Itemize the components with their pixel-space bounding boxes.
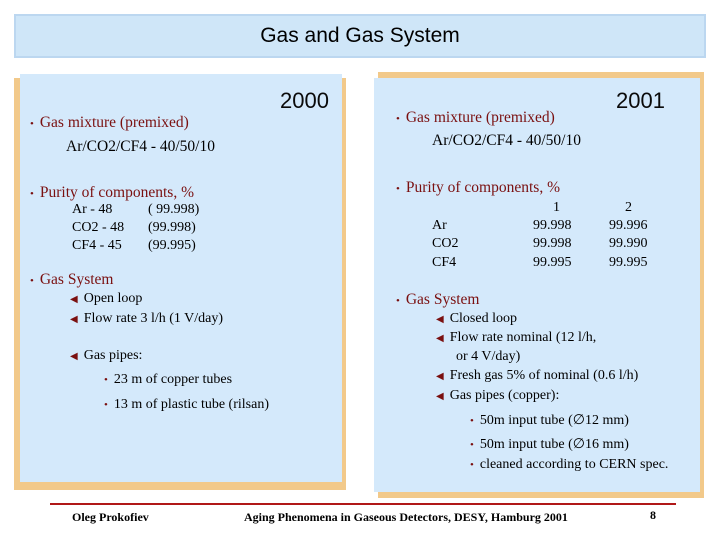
right-mixture-label: • Gas mixture (premixed) xyxy=(396,109,555,126)
left-pipe-item-1: • 13 m of plastic tube (rilsan) xyxy=(104,397,269,412)
left-system-item-1: ◀ Flow rate 3 l/h (1 V/day) xyxy=(70,311,224,326)
left-purity-value-2: (99.995) xyxy=(148,238,196,253)
right-pipe-item-1: • 50m input tube (∅16 mm) xyxy=(470,437,629,452)
left-system-item-0: ◀ Open loop xyxy=(70,291,143,306)
right-row-name-2: CF4 xyxy=(432,255,457,270)
right-row-name-1: CO2 xyxy=(432,236,459,251)
right-system-item-0: ◀ Closed loop xyxy=(436,311,517,326)
right-row-v2-0: 99.996 xyxy=(609,218,648,233)
page-number: 8 xyxy=(650,508,656,522)
footer-author: Oleg Prokofiev xyxy=(72,510,149,524)
right-system-label: • Gas System xyxy=(396,291,480,308)
footer-event: Aging Phenomena in Gaseous Detectors, DESY, Hamburg 2001 xyxy=(244,510,568,524)
left-purity-value-1: (99.998) xyxy=(148,220,196,235)
title-bar xyxy=(14,14,706,58)
slide-title: Gas and Gas System xyxy=(260,24,460,47)
left-mixture-value: Ar/CO2/CF4 - 40/50/10 xyxy=(66,138,215,155)
right-system-item-3: ◀ Gas pipes (copper): xyxy=(436,388,560,403)
footer-divider xyxy=(50,503,676,505)
left-purity-name-1: CO2 - 48 xyxy=(72,220,125,235)
left-purity-name-2: CF4 - 45 xyxy=(72,238,122,253)
right-col-header-2: 2 xyxy=(625,200,632,215)
right-system-item-2: ◀ Fresh gas 5% of nominal (0.6 l/h) xyxy=(436,368,639,383)
right-system-item-1: ◀ Flow rate nominal (12 l/h, xyxy=(436,330,597,345)
right-row-v1-1: 99.998 xyxy=(533,236,572,251)
left-mixture-label: • Gas mixture (premixed) xyxy=(30,114,189,131)
left-purity-name-0: Ar - 48 xyxy=(72,202,113,217)
right-system-item-1-cont: or 4 V/day) xyxy=(456,349,521,364)
right-row-v2-2: 99.995 xyxy=(609,255,648,270)
left-pipes-label: ◀ Gas pipes: xyxy=(70,348,143,363)
left-pipe-item-0: • 23 m of copper tubes xyxy=(104,372,233,387)
right-row-v1-0: 99.998 xyxy=(533,218,572,233)
right-year: 2001 xyxy=(616,88,665,113)
right-pipe-item-2: • cleaned according to CERN spec. xyxy=(470,457,669,472)
right-purity-label: • Purity of components, % xyxy=(396,179,560,196)
left-purity-label: • Purity of components, % xyxy=(30,184,194,201)
right-row-v2-1: 99.990 xyxy=(609,236,648,251)
right-pipe-item-0: • 50m input tube (∅12 mm) xyxy=(470,413,629,428)
right-row-v1-2: 99.995 xyxy=(533,255,572,270)
right-row-name-0: Ar xyxy=(432,218,447,233)
left-purity-value-0: ( 99.998) xyxy=(148,202,200,217)
left-year: 2000 xyxy=(280,88,329,113)
right-mixture-value: Ar/CO2/CF4 - 40/50/10 xyxy=(432,132,581,149)
right-col-header-1: 1 xyxy=(553,200,560,215)
left-system-label: • Gas System xyxy=(30,271,114,288)
